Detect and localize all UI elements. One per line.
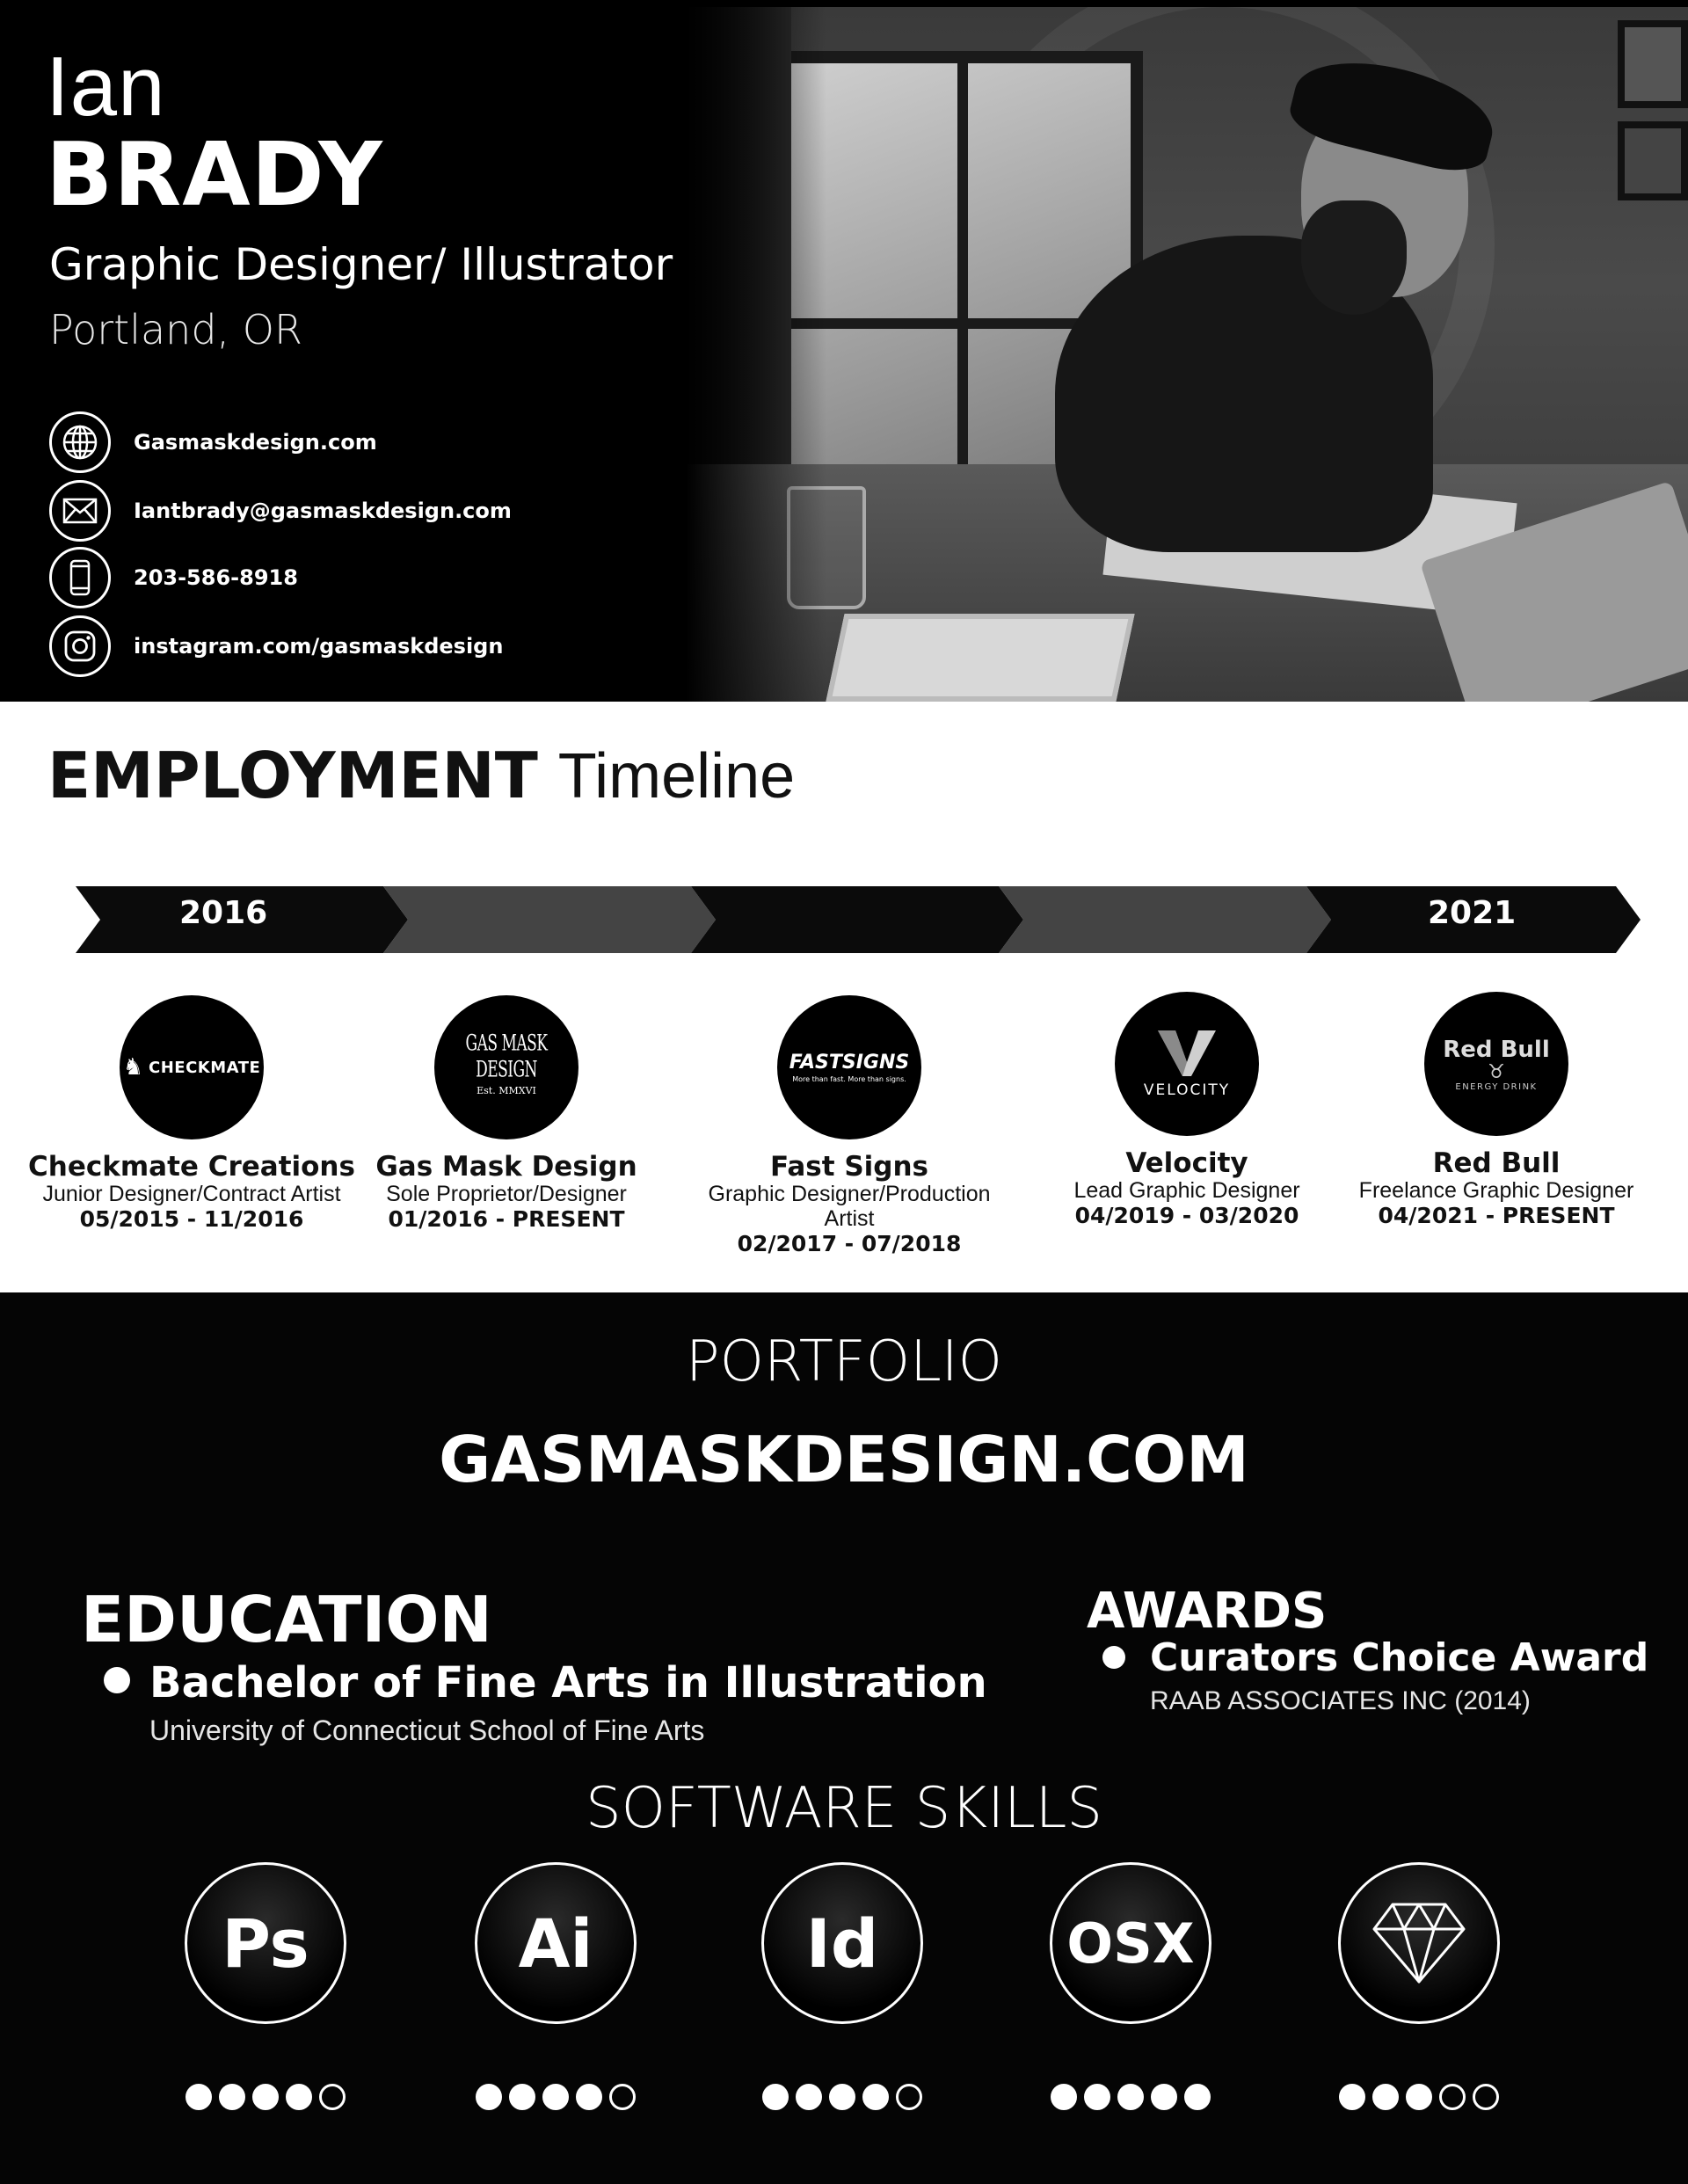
employment-heading-light: Timeline bbox=[557, 741, 796, 812]
rating-dot-filled bbox=[509, 2084, 535, 2110]
skills-heading: SOFTWARE SKILLS bbox=[586, 1776, 1102, 1841]
horse-icon: ♞ bbox=[122, 1054, 144, 1081]
rating-dot-filled bbox=[1051, 2084, 1077, 2110]
gas-mask-logo bbox=[434, 995, 578, 1139]
timeline-arrow bbox=[76, 886, 1641, 953]
checkmate-logo bbox=[120, 995, 264, 1139]
timeline-segment bbox=[383, 886, 716, 953]
illustrator-icon bbox=[475, 1862, 637, 2024]
education-degree: Bachelor of Fine Arts in Illustration bbox=[149, 1658, 987, 1707]
contact-website[interactable] bbox=[49, 411, 377, 473]
job-entry-velocity bbox=[1020, 992, 1354, 1229]
skill-illustrator bbox=[468, 1862, 644, 2110]
red-bull-logo-sub: ENERGY DRINK bbox=[1455, 1081, 1538, 1092]
award-name: Curators Choice Award bbox=[1150, 1635, 1649, 1680]
checkmate-logo-text: CHECKMATE bbox=[149, 1058, 261, 1077]
job-role: Sole Proprietor/Designer bbox=[386, 1182, 627, 1206]
skill-rating bbox=[1043, 2084, 1219, 2110]
rating-dot-filled bbox=[829, 2084, 855, 2110]
photo-beard bbox=[1301, 200, 1407, 315]
skill-rating bbox=[468, 2084, 644, 2110]
bullet-icon bbox=[1102, 1646, 1125, 1669]
employment-heading-bold: EMPLOYMENT bbox=[47, 739, 538, 812]
portfolio-label: PORTFOLIO bbox=[686, 1329, 1002, 1394]
velocity-logo bbox=[1115, 992, 1259, 1136]
bullet-icon bbox=[104, 1667, 130, 1693]
contact-phone-text: 203-586-8918 bbox=[134, 565, 298, 590]
contact-website-text: Gasmaskdesign.com bbox=[134, 430, 377, 455]
skill-label: Ai bbox=[518, 1904, 593, 1983]
skill-rating bbox=[754, 2084, 930, 2110]
rating-dot-filled bbox=[862, 2084, 889, 2110]
instagram-icon bbox=[49, 615, 111, 677]
job-dates: 04/2021 - PRESENT bbox=[1378, 1203, 1615, 1228]
portfolio-link[interactable]: GASMASKDESIGN.COM bbox=[439, 1423, 1249, 1496]
header-photo bbox=[686, 7, 1688, 702]
skill-sketch bbox=[1331, 1862, 1507, 2110]
timeline-segment bbox=[999, 886, 1331, 953]
skill-label: OSX bbox=[1066, 1911, 1195, 1976]
location: Portland, OR bbox=[49, 306, 302, 353]
job-role: Graphic Designer/Production Artist bbox=[708, 1182, 991, 1231]
job-company: Fast Signs bbox=[769, 1151, 928, 1183]
fastsigns-logo-sub: More than fast. More than signs. bbox=[792, 1075, 906, 1083]
job-dates: 01/2016 - PRESENT bbox=[388, 1206, 625, 1232]
rating-dot-filled bbox=[1372, 2084, 1399, 2110]
job-dates: 05/2015 - 11/2016 bbox=[79, 1206, 304, 1232]
rating-dot-filled bbox=[762, 2084, 789, 2110]
mail-icon bbox=[49, 480, 111, 542]
education-heading: EDUCATION bbox=[81, 1583, 492, 1656]
skill-rating bbox=[178, 2084, 353, 2110]
job-role: Freelance Graphic Designer bbox=[1358, 1178, 1634, 1203]
timeline-segment bbox=[691, 886, 1023, 953]
contact-instagram[interactable] bbox=[49, 615, 503, 677]
fastsigns-logo-text: FASTSIGNS bbox=[789, 1052, 910, 1074]
job-entry-fastsigns bbox=[682, 995, 1016, 1257]
photo-pencil-tray bbox=[826, 614, 1134, 702]
job-company: Red Bull bbox=[1432, 1147, 1561, 1179]
rating-dot-filled bbox=[286, 2084, 312, 2110]
rating-dot-filled bbox=[1339, 2084, 1365, 2110]
timeline-start-year: 2016 bbox=[179, 895, 268, 931]
job-entry-checkmate bbox=[25, 995, 359, 1233]
rating-dot-empty bbox=[609, 2084, 636, 2110]
contact-phone[interactable] bbox=[49, 547, 298, 608]
rating-dot-filled bbox=[542, 2084, 569, 2110]
gas-mask-logo-text: GAS MASK DESIGN bbox=[465, 1030, 548, 1083]
rating-dot-filled bbox=[1084, 2084, 1110, 2110]
rating-dot-filled bbox=[252, 2084, 279, 2110]
job-company: Velocity bbox=[1125, 1147, 1248, 1179]
rating-dot-empty bbox=[1439, 2084, 1466, 2110]
osx-icon bbox=[1050, 1862, 1211, 2024]
first-name: Ian bbox=[46, 40, 166, 134]
photo-frame bbox=[1618, 20, 1688, 108]
rating-dot-filled bbox=[186, 2084, 212, 2110]
rating-dot-filled bbox=[219, 2084, 245, 2110]
rating-dot-filled bbox=[1184, 2084, 1211, 2110]
velocity-v-icon bbox=[1156, 1029, 1218, 1078]
rating-dot-filled bbox=[796, 2084, 822, 2110]
skill-rating bbox=[1331, 2084, 1507, 2110]
sketch-diamond-icon bbox=[1338, 1862, 1500, 2024]
phone-icon bbox=[49, 547, 111, 608]
contact-email[interactable] bbox=[49, 480, 512, 542]
job-entry-gas-mask bbox=[339, 995, 673, 1233]
awards-heading: AWARDS bbox=[1087, 1583, 1328, 1640]
rating-dot-filled bbox=[1117, 2084, 1144, 2110]
skill-label: Id bbox=[805, 1904, 879, 1983]
contact-email-text: Iantbrady@gasmaskdesign.com bbox=[134, 499, 512, 523]
job-role: Lead Graphic Designer bbox=[1073, 1178, 1300, 1203]
photo-fade bbox=[686, 7, 826, 702]
rating-dot-empty bbox=[319, 2084, 346, 2110]
rating-dot-filled bbox=[1406, 2084, 1432, 2110]
red-bull-logo-text: Red Bull bbox=[1443, 1036, 1550, 1063]
skill-label: Ps bbox=[222, 1904, 309, 1983]
skill-photoshop bbox=[178, 1862, 353, 2110]
education-school: University of Connecticut School of Fine Arts bbox=[149, 1714, 705, 1746]
rating-dot-filled bbox=[576, 2084, 602, 2110]
contact-instagram-text: instagram.com/gasmaskdesign bbox=[134, 634, 504, 659]
rating-dot-filled bbox=[476, 2084, 502, 2110]
indesign-icon bbox=[761, 1862, 923, 2024]
globe-icon bbox=[49, 411, 111, 473]
gas-mask-logo-sub: Est. MMXVI bbox=[477, 1084, 536, 1096]
rating-dot-filled bbox=[1151, 2084, 1177, 2110]
job-role: Junior Designer/Contract Artist bbox=[42, 1182, 341, 1206]
job-entry-red-bull bbox=[1329, 992, 1663, 1229]
bulls-icon: ♉ bbox=[1488, 1060, 1505, 1083]
last-name: BRADY bbox=[46, 123, 383, 226]
velocity-logo-text: VELOCITY bbox=[1143, 1081, 1231, 1099]
photoshop-icon bbox=[185, 1862, 346, 2024]
job-company: Gas Mask Design bbox=[375, 1151, 637, 1183]
skill-osx bbox=[1043, 1862, 1219, 2110]
rating-dot-empty bbox=[896, 2084, 922, 2110]
skill-indesign bbox=[754, 1862, 930, 2110]
rating-dot-empty bbox=[1473, 2084, 1499, 2110]
job-dates: 04/2019 - 03/2020 bbox=[1074, 1203, 1299, 1228]
photo-frame bbox=[1618, 121, 1688, 200]
timeline-end-year: 2021 bbox=[1428, 895, 1517, 931]
job-dates: 02/2017 - 07/2018 bbox=[737, 1231, 962, 1256]
job-company: Checkmate Creations bbox=[28, 1151, 355, 1183]
red-bull-logo bbox=[1424, 992, 1568, 1136]
job-title: Graphic Designer/ Illustrator bbox=[49, 239, 673, 290]
employment-heading bbox=[47, 739, 795, 812]
fastsigns-logo bbox=[777, 995, 921, 1139]
header-banner bbox=[0, 0, 1688, 702]
award-org: RAAB ASSOCIATES INC (2014) bbox=[1150, 1686, 1531, 1715]
